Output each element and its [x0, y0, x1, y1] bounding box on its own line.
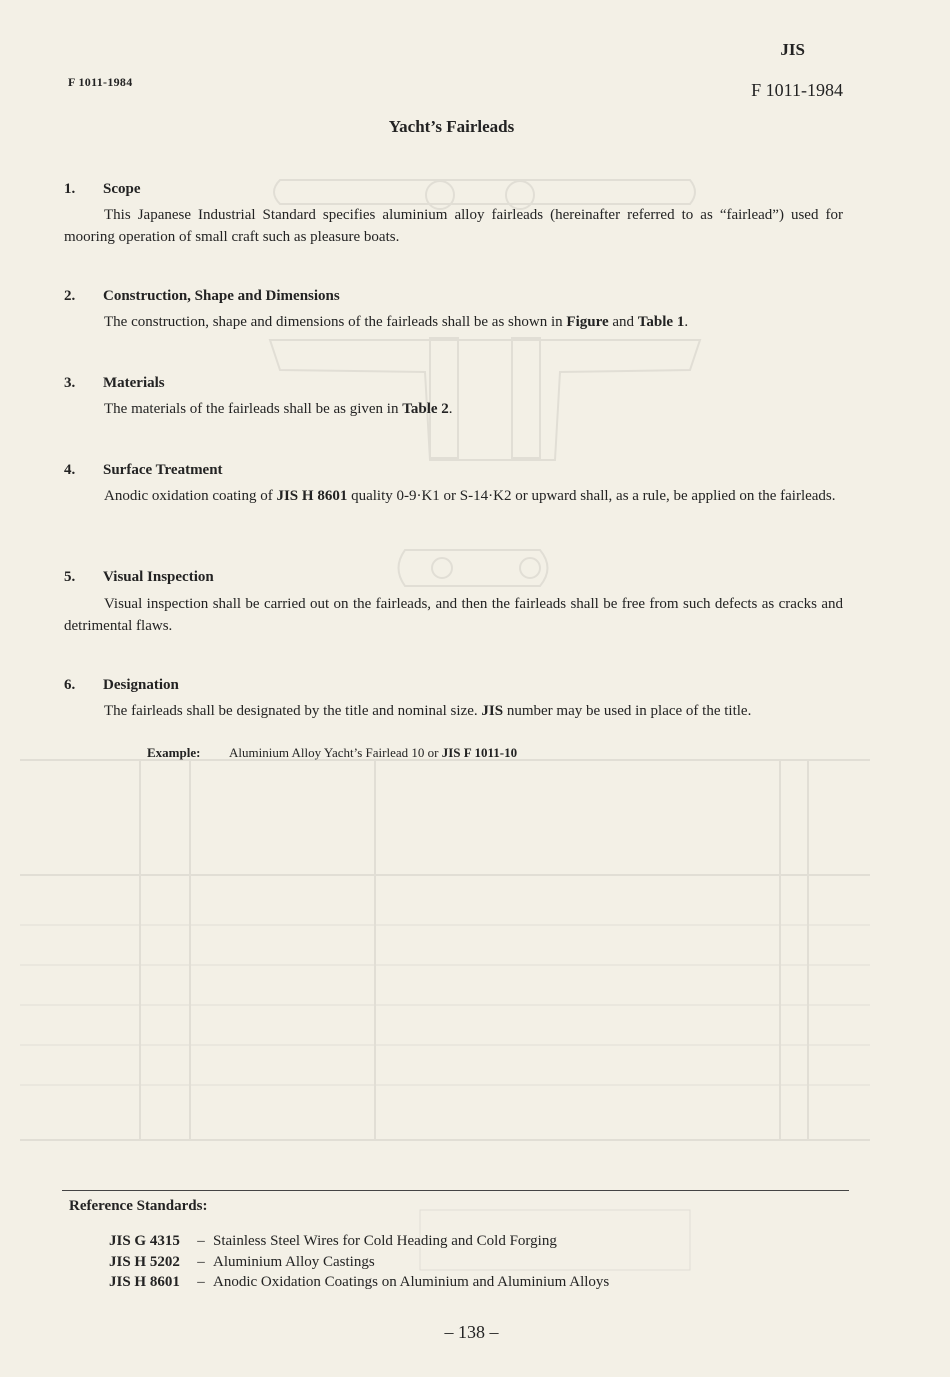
section-heading-scope: [64, 181, 141, 198]
example-standard: JIS F 1011-10: [441, 745, 518, 760]
reference-dash: –: [197, 1274, 205, 1290]
section-title: Surface Treatment: [103, 462, 223, 478]
section-number: 3.: [64, 375, 76, 391]
section-number: 6.: [64, 677, 76, 693]
section-heading-surface-treatment: [64, 462, 223, 479]
document-title: Yacht’s Fairleads: [388, 117, 515, 136]
example-label: Example:: [147, 745, 201, 760]
section-number: 4.: [64, 462, 76, 478]
reference-dash: –: [197, 1253, 205, 1270]
designation-example: [147, 745, 517, 761]
reference-code: JIS H 5202: [109, 1253, 180, 1270]
section-text-scope: This Japanese Industrial Standard specifies aluminium alloy fairleads (hereinafter referred to as “fairlead”) used for mooring operation of small craft such as pleasure boats.: [64, 207, 843, 245]
standard-reference: JIS H 8601: [276, 488, 348, 504]
page-number: – 138 –: [444, 1322, 499, 1342]
reference-code: JIS H 8601: [109, 1274, 180, 1290]
reference-title: Aluminium Alloy Castings: [213, 1253, 375, 1270]
reference-title: Anodic Oxidation Coatings on Aluminium and Aluminium Alloys: [213, 1274, 610, 1290]
section-title: Scope: [103, 181, 141, 197]
section-heading-construction: [64, 288, 340, 305]
section-text-materials: The materials of the fairleads shall be as given in Table 2.: [104, 401, 453, 417]
section-heading-materials: [64, 375, 165, 392]
reference-standards-title: Reference Standards:: [69, 1198, 208, 1214]
table-reference: Table 2: [402, 401, 449, 417]
section-text-visual-inspection: Visual inspection shall be carried out on the fairleads, and then the fairleads shall be free from such defects as cracks and detrimental flaws.: [64, 596, 843, 634]
section-title: Visual Inspection: [103, 569, 214, 585]
standard-number-left: F 1011-1984: [68, 75, 133, 89]
example-text: Aluminium Alloy Yacht’s Fairlead 10 or: [229, 745, 442, 760]
reference-code: JIS G 4315: [109, 1233, 180, 1249]
jis-reference: JIS: [481, 703, 504, 719]
section-title: Designation: [103, 677, 179, 693]
section-number: 5.: [64, 569, 76, 585]
section-text-surface-treatment: Anodic oxidation coating of JIS H 8601 quality 0-9·K1 or S-14·K2 or upward shall, as a rule, be applied on the fairleads.: [104, 488, 836, 504]
section-title: Materials: [103, 375, 165, 391]
section-number: 2.: [64, 288, 76, 304]
section-text-construction: The construction, shape and dimensions of the fairleads shall be as shown in Figure and Table 1.: [104, 314, 689, 330]
reference-item: [109, 1231, 609, 1252]
reference-item: [109, 1272, 609, 1293]
table-reference: Table 1: [637, 314, 685, 330]
section-number: 1.: [64, 181, 76, 197]
figure-reference: Figure: [566, 314, 609, 330]
reference-title: Stainless Steel Wires for Cold Heading and Cold Forging: [213, 1233, 557, 1249]
section-heading-visual-inspection: [64, 569, 214, 586]
reference-dash: –: [197, 1233, 205, 1249]
section-heading-designation: [64, 677, 179, 694]
section-text-designation: The fairleads shall be designated by the title and nominal size. JIS number may be used in place of the title.: [104, 703, 752, 719]
reference-item: [109, 1252, 609, 1273]
section-title: Construction, Shape and Dimensions: [103, 288, 340, 304]
standard-number-right: F 1011-1984: [751, 80, 843, 100]
reference-standards-list: [109, 1231, 609, 1293]
jis-label: JIS: [780, 40, 805, 59]
reference-divider: [62, 1190, 849, 1191]
